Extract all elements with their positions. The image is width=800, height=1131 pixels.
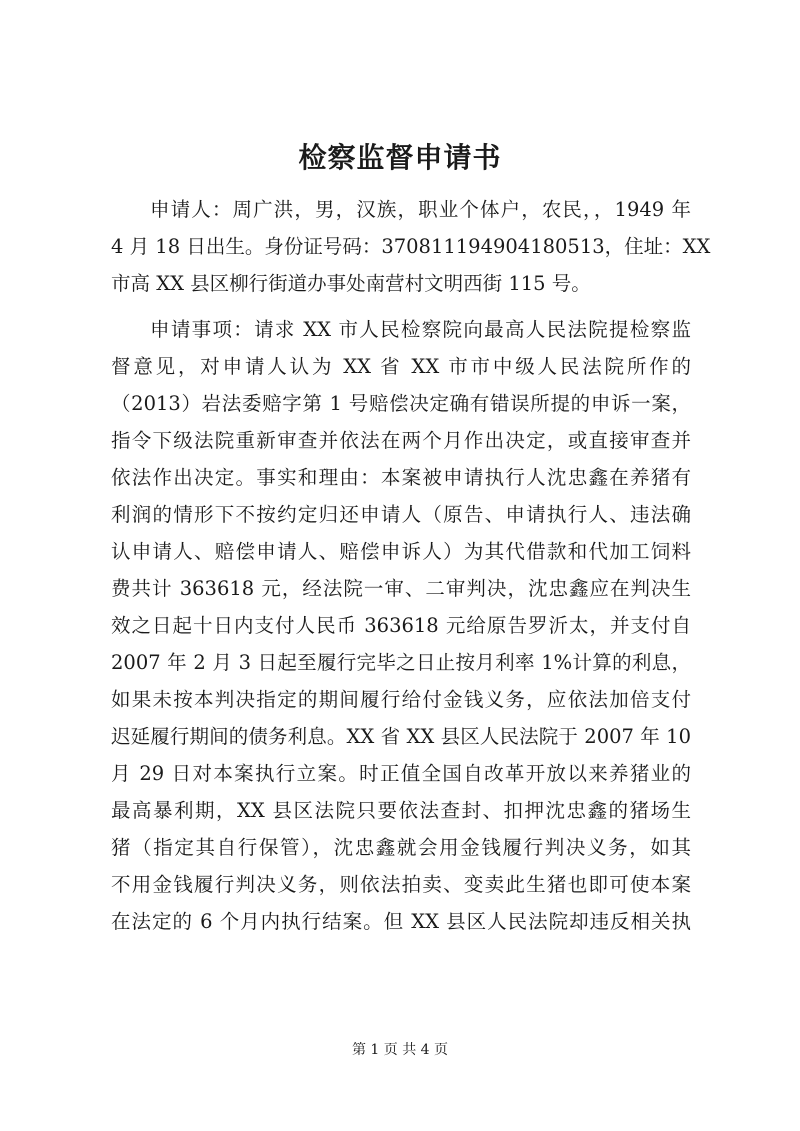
body-line: 猪（指定其自行保管），沈忠鑫就会用金钱履行判决义务，如其 [111,836,691,859]
body-line: 迟延履行期间的债务利息。XX 省 XX 县区人民法院于 2007 年 10 [111,725,691,748]
page-number: 第 1 页 共 4 页 [351,1042,449,1058]
body-line: 2007 年 2 月 3 日起至履行完毕之日止按月利率 1%计算的利息， [111,651,691,674]
body-line: 利润的情形下不按约定归还申请人（原告、申请执行人、违法确 [111,503,691,526]
document-title: 检察监督申请书 [298,141,502,174]
body-line: 依法作出决定。事实和理由：本案被申请执行人沈忠鑫在养猪有 [111,466,691,489]
body-line: 市高 XX 县区柳行街道办事处南营村文明西街 115 号。 [111,272,591,295]
body-line: 督意见，对申请人认为 XX 省 XX 市市中级人民法院所作的 [111,355,691,378]
body-line: 月 29 日对本案执行立案。时正值全国自改革开放以来养猪业的 [111,762,691,785]
body-line: 认申请人、赔偿申请人、赔偿申诉人）为其代借款和代加工饲料 [111,540,691,563]
body-line: 申请人：周广洪，男，汉族，职业个体户，农民，，1949 年 [150,198,691,221]
body-line: 指令下级法院重新审查并依法在两个月作出决定，或直接审查并 [111,429,691,452]
body-line: 申请事项：请求 XX 市人民检察院向最高人民法院提检察监 [150,318,691,341]
body-line: 效之日起十日内支付人民币 363618 元给原告罗沂太，并支付自 [111,614,691,637]
body-line: 不用金钱履行判决义务，则依法拍卖、变卖此生猪也即可使本案 [111,873,691,896]
body-line: 4 月 18 日出生。身份证号码：370811194904180513，住址：XX [111,235,711,258]
body-line: 在法定的 6 个月内执行结案。但 XX 县区人民法院却违反相关执 [111,910,691,933]
body-line: 最高暴利期，XX 县区法院只要依法查封、扣押沈忠鑫的猪场生 [111,799,691,822]
body-line: 费共计 363618 元，经法院一审、二审判决，沈忠鑫应在判决生 [111,577,691,600]
body-line: （2013）岩法委赔字第 1 号赔偿决定确有错误所提的申诉一案， [111,392,691,415]
body-line: 如果未按本判决指定的期间履行给付金钱义务，应依法加倍支付 [111,688,691,711]
